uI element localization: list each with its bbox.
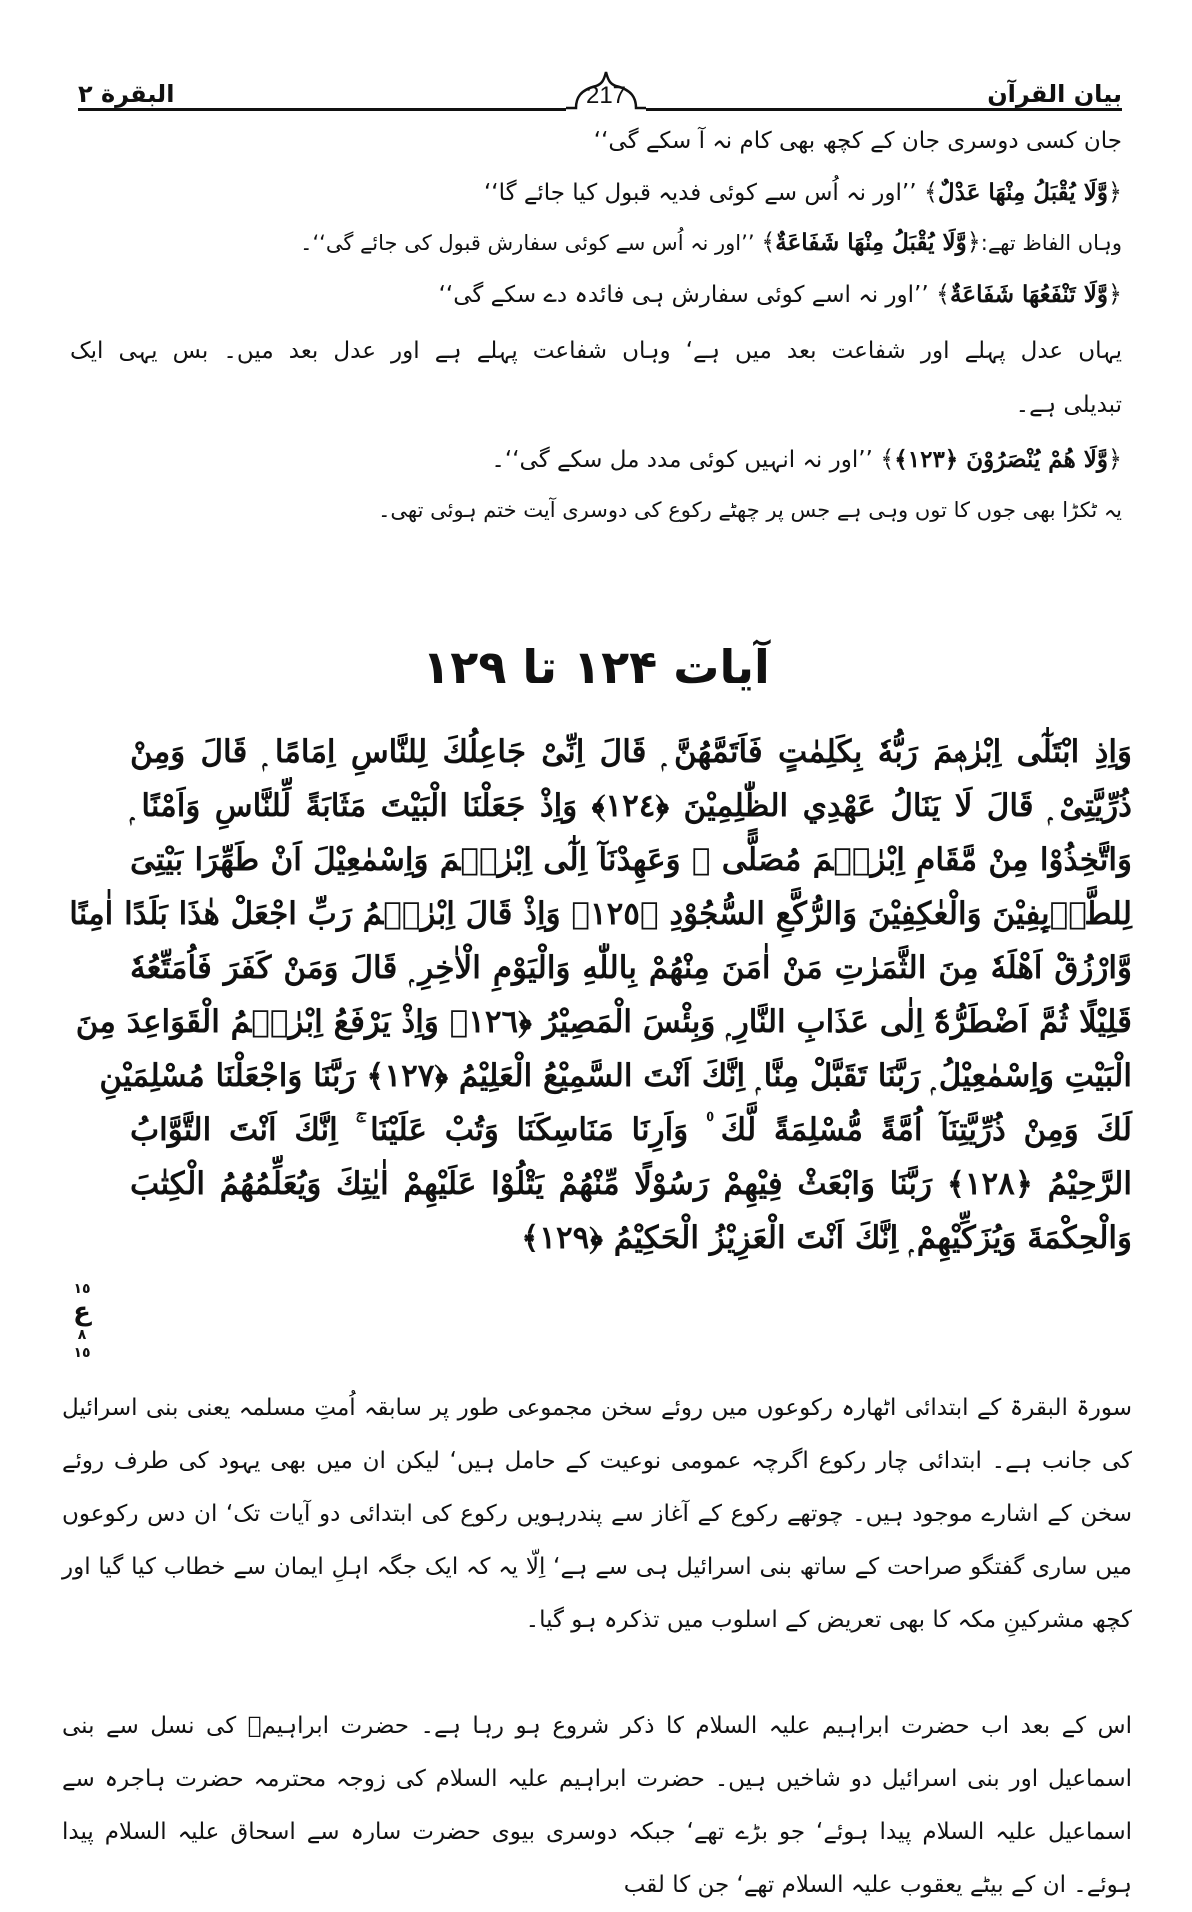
intro-text: یہاں عدل پہلے اور شفاعت بعد میں ہے‘ وہاں شفاعت پہلے ہے اور عدل بعد میں۔ بس یہی ایک	[70, 338, 1122, 364]
book-title: بیان القرآن	[981, 80, 1122, 108]
ruku-count-bottom: ١٥	[73, 1345, 91, 1361]
quran-line: وَاِذِ ابْتَلٰٓى اِبْرٰهٖمَ رَبُّهٗ بِكَلِمٰتٍ فَاَتَمَّهُنَّ ۭ قَالَ اِنِّىْ جَاعِلُكَ لِلنَّاسِ اِمَامًا ۭ قَالَ وَمِنْ	[130, 734, 1132, 770]
quran-line: وَالْحِكْمَةَ وَيُزَكِّيْهِمْ ۭ اِنَّكَ اَنْتَ الْعَزِيْزُ الْحَكِيْمُ ﴿١٢٩﴾	[521, 1220, 1132, 1256]
quran-line: قَلِيْلًا ثُمَّ اَضْطَرُّهٗٓ اِلٰى عَذَابِ النَّارِ ۭ وَبِئْسَ الْمَصِيْرُ ﴿١٢٦﴾ وَاِذْ يَرْفَعُ اِبْرٰهٖمُ الْقَوَاعِدَ مِنَ	[75, 1004, 1132, 1040]
intro-line-3	[300, 228, 1122, 256]
quran-line: الرَّحِيْمُ ﴿١٢٨﴾ رَبَّنَا وَابْعَثْ فِيْهِمْ رَسُوْلًا مِّنْهُمْ يَتْلُوْا عَلَيْهِمْ اٰيٰتِكَ وَيُعَلِّمُهُمُ الْكِتٰبَ	[130, 1166, 1132, 1202]
ornate-bracket-open-icon: ﴿	[1107, 178, 1122, 206]
translation-text: ’’اور نہ اُس سے کوئی فدیہ قبول کیا جائے گا‘‘	[483, 180, 917, 206]
ornate-bracket-close-icon: ﴾	[761, 228, 776, 256]
quran-line: لِلطَّاۗىِٕفِيْنَ وَالْعٰكِفِيْنَ وَالرُّكَّعِ السُّجُوْدِ ﴿١٢٥﴾ وَاِذْ قَالَ اِبْرٰهٖمُ رَبِّ اجْعَلْ هٰذَا بَلَدًا اٰمِنًا	[69, 896, 1132, 932]
page-number-badge	[566, 68, 646, 112]
section-heading: آیات ۱۲۴ تا ۱۲۹	[422, 640, 770, 694]
intro-line-8	[378, 498, 1122, 522]
intro-text: یہ ٹکڑا بھی جوں کا توں وہی ہے جس پر چھٹے رکوع کی دوسری آیت ختم ہوئی تھی۔	[378, 498, 1122, 522]
ayah-fragment: وَّلَا يُقْبَلُ مِنْهَا عَدْلٌ	[937, 179, 1108, 206]
intro-line-7	[491, 445, 1122, 473]
ruku-count-top: ١٥	[73, 1281, 91, 1297]
quran-line: ذُرِّيَّتِىْ ۭ قَالَ لَا يَنَالُ عَهْدِي الظّٰلِمِيْنَ ﴿١٢٤﴾ وَاِذْ جَعَلْنَا الْبَيْتَ مَثَابَةً لِّلنَّاسِ وَاَمْنًا ۭ	[130, 788, 1132, 824]
commentary-paragraph-2: اس کے بعد اب حضرت ابراہیم علیہ السلام کا ذکر شروع ہو رہا ہے۔ حضرت ابراہیمؑ کی نسل سے بنی اسماعیل اور بنی اسرائیل دو شاخیں ہیں۔ حضرت ابراہیم علیہ السلام کی زوجہ محترمہ حضرت ہاجرہ سے اسماعیل علیہ السلام پیدا ہوئے‘ جو بڑے تھے‘ جبکہ دوسری بیوی حضرت سارہ سے اسحاق علیہ السلام پیدا ہوئے۔ ان کے بیٹے یعقوب علیہ السلام تھے‘ جن کا لقب	[62, 1713, 1132, 1898]
intro-line-5	[70, 338, 1122, 364]
ruku-count-middle: ٨	[77, 1327, 87, 1343]
ayah-fragment: وَّلَا هُمْ يُنْصَرُوْنَ ﴿١٢٣﴾	[894, 446, 1108, 473]
quran-line: الْبَيْتِ وَاِسْمٰعِيْلُ ۭ رَبَّنَا تَقَبَّلْ مِنَّا ۭ اِنَّكَ اَنْتَ السَّمِيْعُ الْعَلِيْمُ ﴿١٢٧﴾ رَبَّنَا وَاجْعَلْنَا مُسْلِمَيْنِ	[99, 1058, 1132, 1094]
intro-text: جان کسی دوسری جان کے کچھ بھی کام نہ آ سکے گی‘‘	[593, 128, 1122, 154]
ruku-marker	[62, 1280, 102, 1362]
quran-line: وَاتَّخِذُوْا مِنْ مَّقَامِ اِبْرٰهٖمَ مُصَلًّى ۭ وَعَهِدْنَآ اِلٰٓى اِبْرٰهٖمَ وَاِسْمٰعِيْلَ اَنْ طَهِّرَا بَيْتِىَ	[130, 842, 1132, 878]
ayah-fragment: وَّلَا يُقْبَلُ مِنْهَا شَفَاعَةٌ	[775, 229, 967, 256]
quran-verses-block	[69, 725, 1132, 1265]
commentary-paragraph-1: سورۃ البقرۃ کے ابتدائی اٹھارہ رکوعوں میں روئے سخن مجموعی طور پر سابقہ اُمتِ مسلمہ یعنی بنی اسرائیل کی جانب ہے۔ ابتدائی چار رکوع اگرچہ عمومی نوعیت کے حامل ہیں‘ لیکن ان میں بھی یہود کی طرف روئے سخن کے اشارے موجود ہیں۔ چوتھے رکوع کے آغاز سے پندرہویں رکوع کی ابتدائی دو آیات تک‘ ان دس رکوعوں میں ساری گفتگو صراحت کے ساتھ بنی اسرائیل ہی سے ہے‘ اِلّا یہ کہ ایک جگہ اہلِ ایمان سے خطاب کیا گیا اور کچھ مشرکینِ مکہ کا بھی تعریض کے اسلوب میں تذکرہ ہو گیا۔	[62, 1395, 1132, 1633]
surah-title: البقرة ٢	[78, 80, 180, 108]
ayah-fragment: وَّلَا تَنْفَعُهَا شَفَاعَةٌ	[950, 281, 1108, 308]
translation-text: ’’اور نہ انہیں کوئی مدد مل سکے گی‘‘۔	[491, 447, 873, 473]
ornate-bracket-open-icon: ﴿	[1107, 280, 1122, 308]
intro-prefix: وہاں الفاظ تھے:	[980, 231, 1122, 255]
ornate-bracket-open-icon: ﴿	[966, 228, 981, 256]
ruku-ain-icon: ع	[73, 1297, 91, 1327]
ornate-bracket-open-icon: ﴿	[1107, 445, 1122, 473]
intro-line-1	[594, 128, 1122, 154]
ornate-bracket-close-icon: ﴾	[923, 178, 938, 206]
quran-line: وَّارْزُقْ اَهْلَهٗ مِنَ الثَّمَرٰتِ مَنْ اٰمَنَ مِنْهُمْ بِاللّٰهِ وَالْيَوْمِ الْاٰخِرِ ۭ قَالَ وَمَنْ كَفَرَ فَاُمَتِّعُهٗ	[130, 950, 1132, 986]
translation-text: ’’اور نہ اُس سے کوئی سفارش قبول کی جائے گی‘‘۔	[300, 231, 755, 255]
intro-line-4	[439, 280, 1122, 308]
ornate-bracket-close-icon: ﴾	[880, 445, 895, 473]
intro-line-2	[484, 178, 1122, 206]
quran-line: لَكَ وَمِنْ ذُرِّيَّتِنَآ اُمَّةً مُّسْلِمَةً لَّكَ ۠ وَاَرِنَا مَنَاسِكَنَا وَتُبْ عَلَيْنَا ۚ اِنَّكَ اَنْتَ التَّوَّابُ	[130, 1112, 1132, 1148]
ornate-bracket-close-icon: ﴾	[935, 280, 951, 308]
page-header	[78, 78, 1122, 120]
page-number: 217	[585, 82, 627, 109]
translation-text: ’’اور نہ اسے کوئی سفارش ہی فائدہ دے سکے گی‘‘	[438, 282, 929, 308]
intro-line-6	[1016, 392, 1122, 418]
intro-text: تبدیلی ہے۔	[1015, 392, 1122, 418]
